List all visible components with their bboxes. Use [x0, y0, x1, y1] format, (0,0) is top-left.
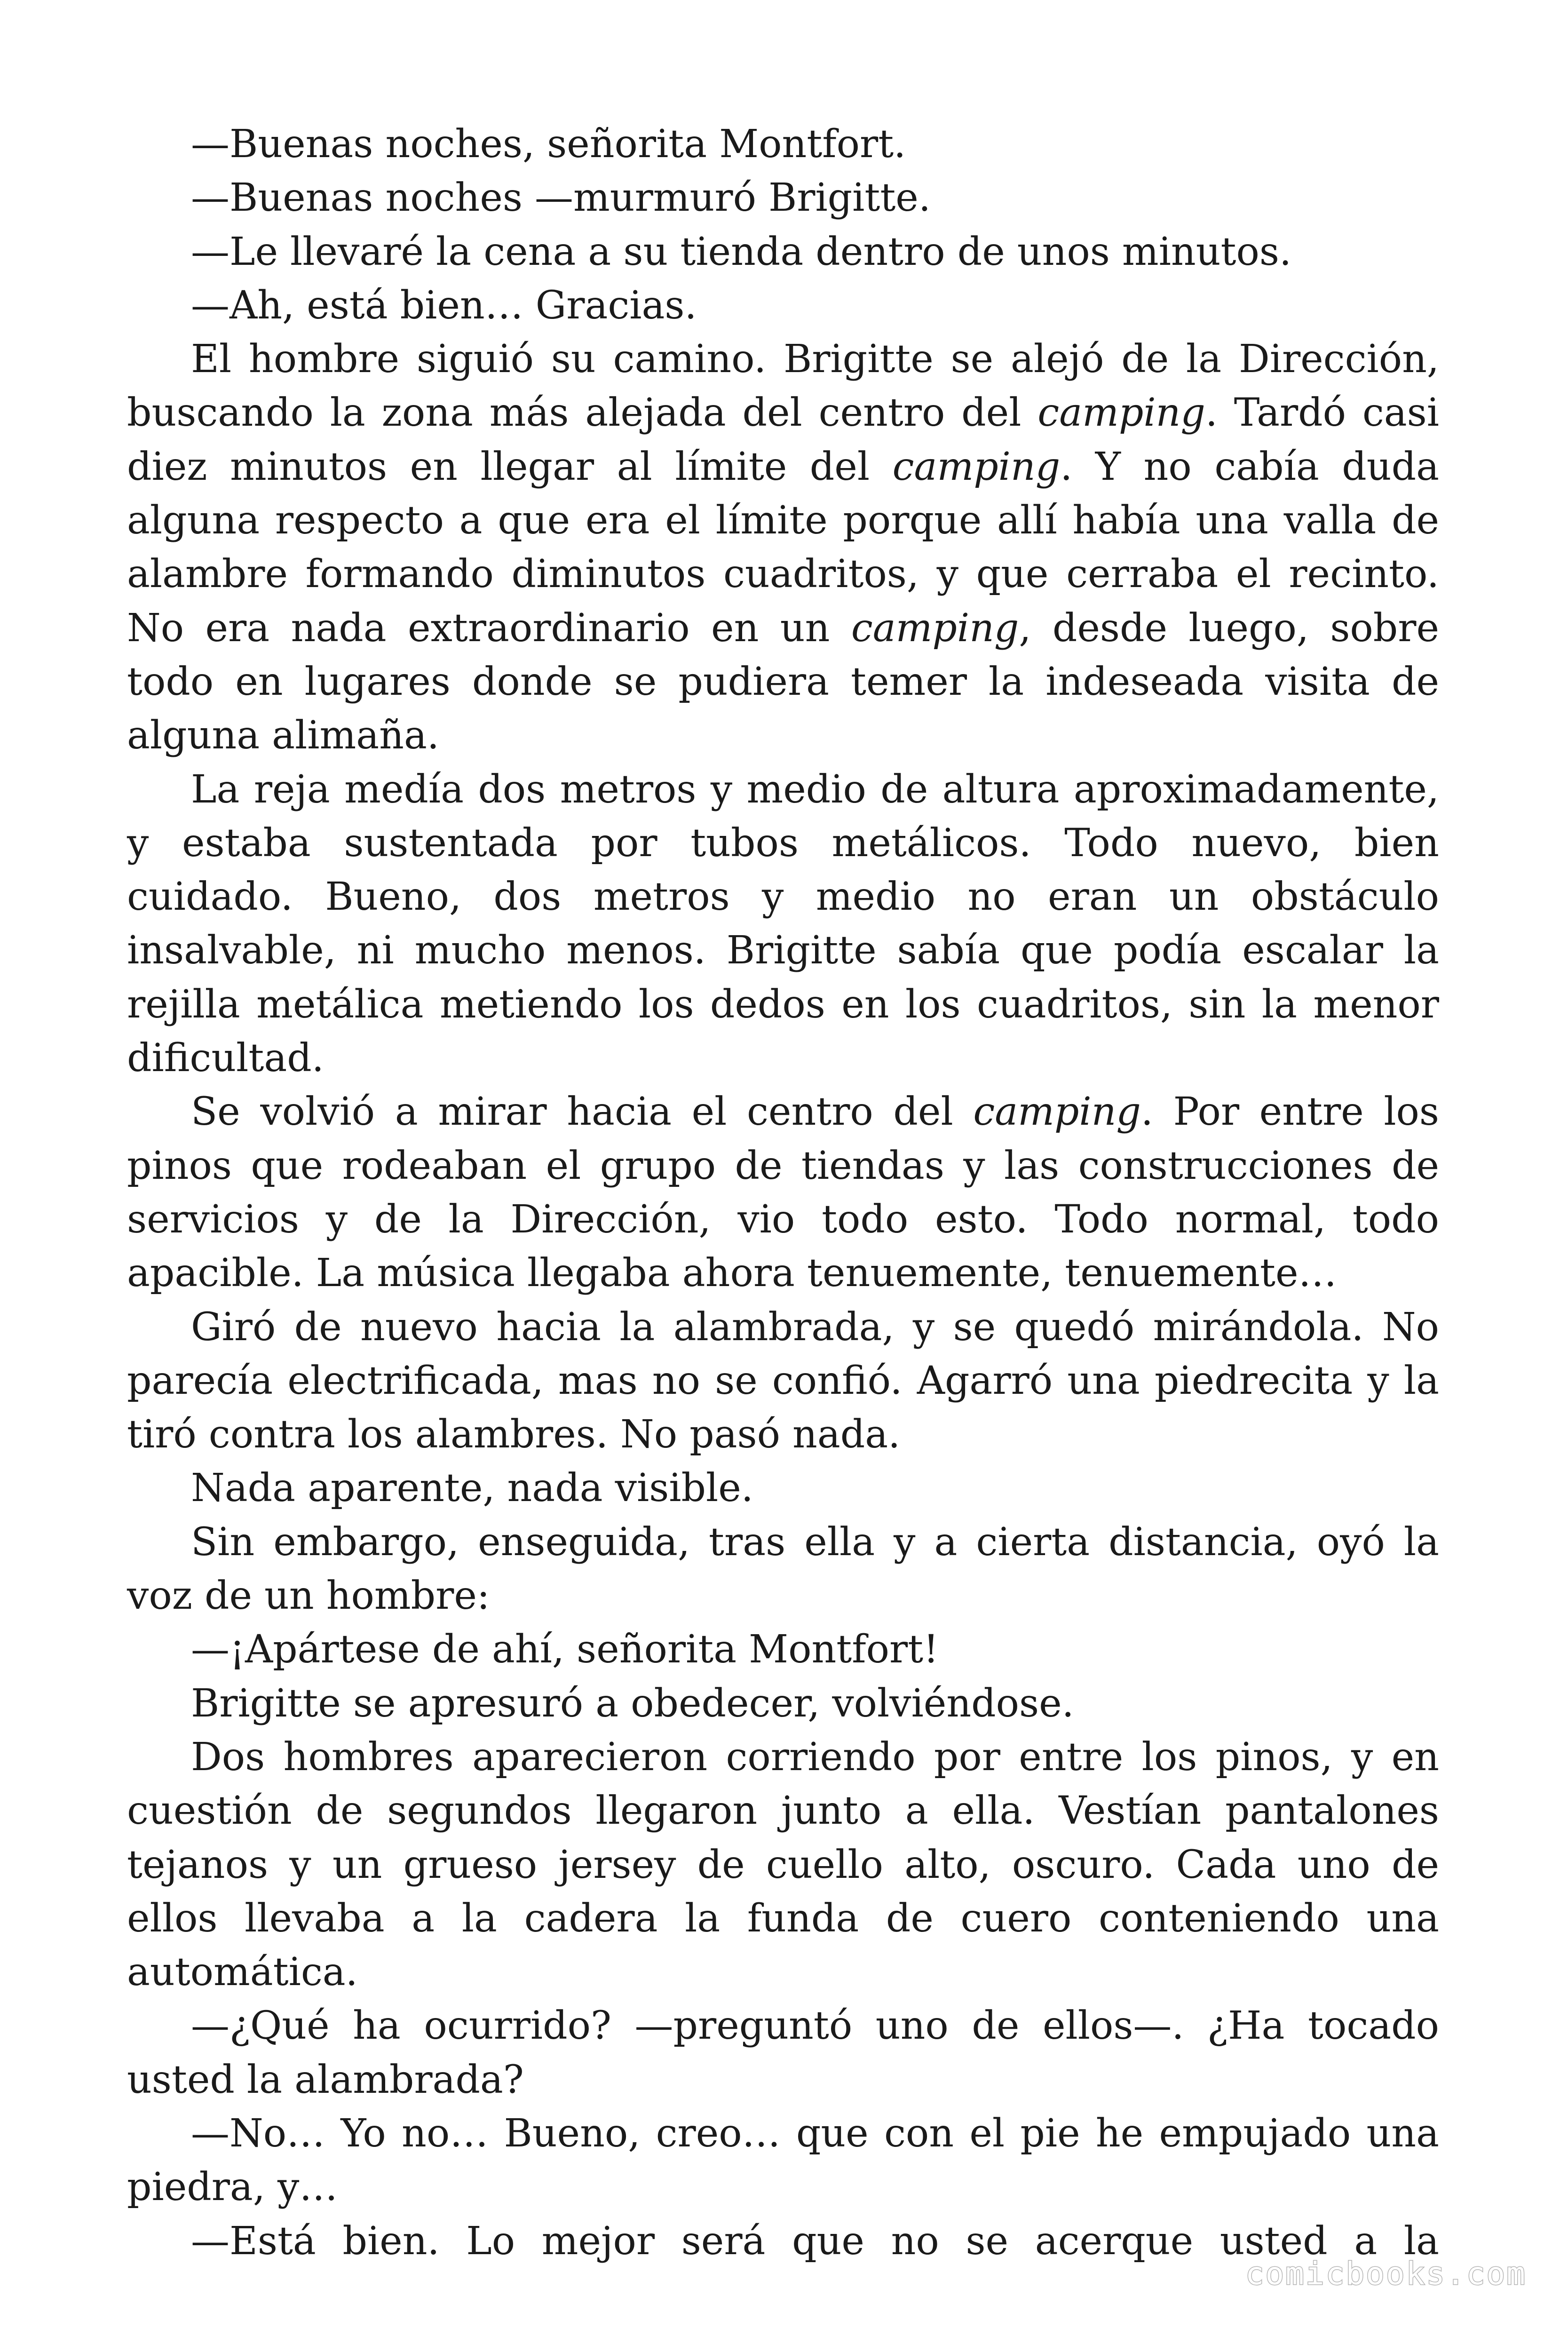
paragraph: —Buenas noches, señorita Montfort.	[191, 122, 906, 167]
paragraph: —No… Yo no… Bueno, creo… que con el pie he empujado una piedra, y…	[127, 2111, 1439, 2210]
paragraph	[127, 1085, 1439, 1300]
italic-term: camping	[851, 605, 1019, 651]
italic-term: camping	[892, 444, 1061, 489]
paragraph	[127, 333, 1439, 763]
text-run: . Tardó casi diez minutos en llegar al límite del	[127, 390, 1439, 489]
paragraph: Sin embargo, enseguida, tras ella y a cierta distancia, oyó la voz de un hombre:	[127, 1519, 1439, 1619]
text-run: El hombre siguió su camino. Brigitte se alejó de la Dirección, buscando la zona más alejada del centro del	[127, 337, 1439, 436]
paragraph: —¡Apártese de ahí, señorita Montfort!	[191, 1627, 939, 1672]
text-run: . Y no cabía duda alguna respecto a que era el límite porque allí había una valla de alambre formando diminutos cuadritos, y que cerraba el recinto. No era nada extraordinario en un	[127, 444, 1439, 651]
paragraph: Giró de nuevo hacia la alambrada, y se quedó mirándola. No parecía electrificada, mas no se confió. Agarró una piedrecita y la tiró contra los alambres. No pasó nada.	[127, 1304, 1439, 1457]
italic-term: camping	[1037, 390, 1205, 436]
watermark: comicbooks.com	[1245, 2256, 1527, 2292]
paragraph: La reja medía dos metros y medio de altura aproximadamente, y estaba sustentada por tubos metálicos. Todo nuevo, bien cuidado. Bueno, dos metros y medio no eran un obstáculo insalvable, ni mucho menos. Brigitte sabía que podía escalar la rejilla metálica metiendo los dedos en los cuadritos, sin la menor dificultad.	[127, 767, 1439, 1081]
paragraph: —Buenas noches —murmuró Brigitte.	[191, 175, 931, 221]
paragraph: —¿Qué ha ocurrido? —preguntó uno de ellos—. ¿Ha tocado usted la alambrada?	[127, 2003, 1439, 2102]
text-run: . Por entre los pinos que rodeaban el grupo de tiendas y las construcciones de servicios y de la Dirección, vio todo esto. Todo normal, todo apacible. La música llegaba ahora tenuemente, tenuemente…	[127, 1089, 1440, 1296]
italic-term: camping	[973, 1089, 1141, 1135]
paragraph: Brigitte se apresuró a obedecer, volviéndose.	[191, 1681, 1074, 1726]
paragraph: —Le llevaré la cena a su tienda dentro de unos minutos.	[191, 229, 1292, 274]
text-run: , desde luego, sobre todo en lugares donde se pudiera temer la indeseada visita de alguna alimaña.	[127, 605, 1439, 758]
paragraph: —Está bien. Lo mejor será que no se acerque usted a la	[191, 2218, 1439, 2264]
paragraph: —Ah, está bien… Gracias.	[191, 283, 697, 328]
text-run: Se volvió a mirar hacia el centro del	[191, 1089, 974, 1135]
paragraph: Nada aparente, nada visible.	[191, 1466, 753, 1511]
paragraph: Dos hombres aparecieron corriendo por entre los pinos, y en cuestión de segundos llegaron junto a ella. Vestían pantalones tejanos y un grueso jersey de cuello alto, oscuro. Cada uno de ellos llevaba a la cadera la funda de cuero conteniendo una automática.	[127, 1734, 1439, 1995]
book-page-text	[127, 118, 1439, 2268]
